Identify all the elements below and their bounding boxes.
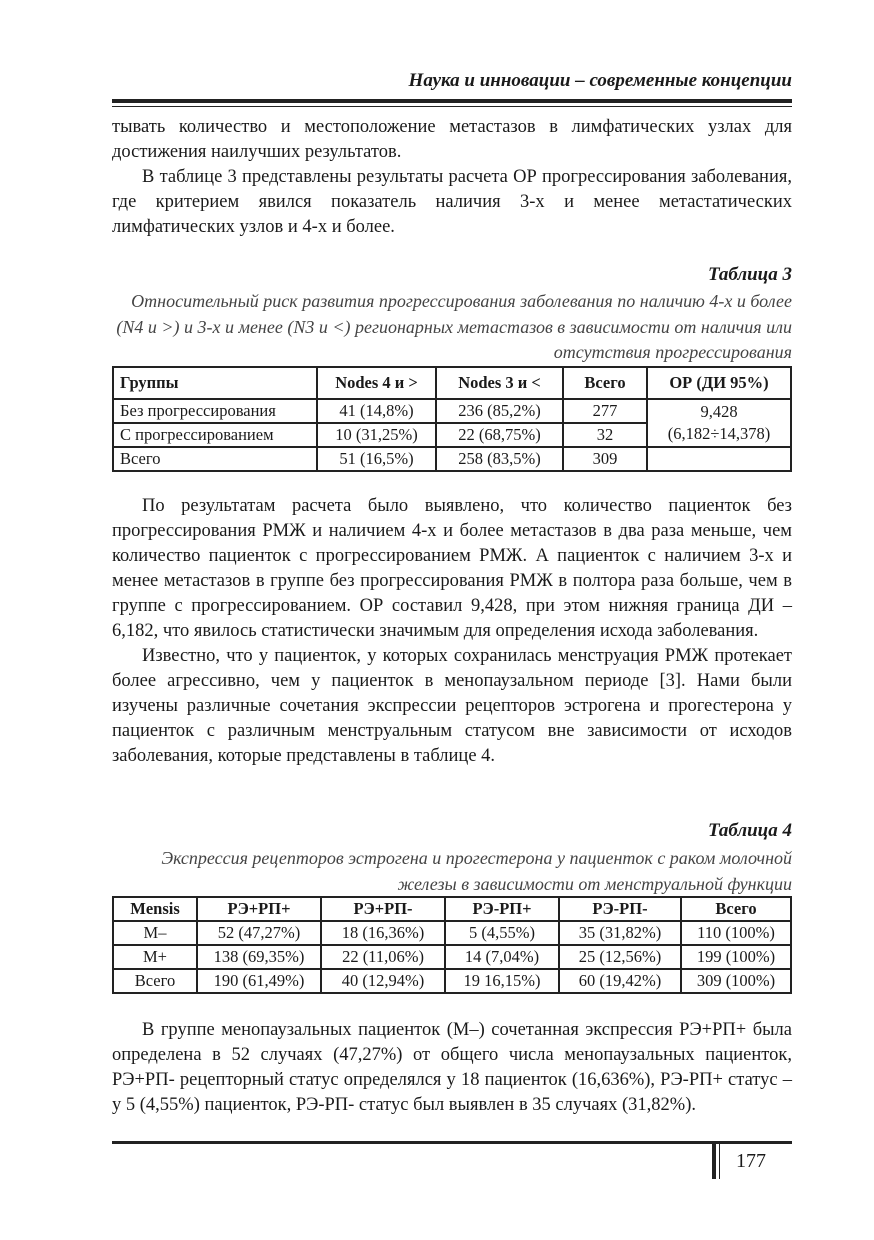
table-cell: 199 (100%) [681, 945, 791, 969]
table-header-row [113, 897, 791, 921]
table-header-cell: Всего [681, 897, 791, 921]
table3 [112, 366, 792, 472]
table-header-cell: Nodes 3 и < [436, 367, 563, 399]
table-header-cell: РЭ+РП- [321, 897, 445, 921]
paragraph: По результатам расчета было выявлено, что количество пациенток без прогрессирования РМЖ и наличием 4-х и более метастазов в два раза меньше, чем количество пациенток с прогрессированием РМЖ. А пациенток с наличием 3-х и менее метастазов в группе без прогрессирования РМЖ в полтора раза больше, чем в группе с прогрессированием. ОР составил 9,428, при этом нижняя граница ДИ – 6,182, что явилось статистически значимым для определения исхода заболевания. [112, 496, 792, 641]
table-header-cell: Группы [113, 367, 317, 399]
table-cell: М– [113, 921, 197, 945]
table-cell: 41 (14,8%) [317, 399, 436, 423]
table-cell: 277 [563, 399, 647, 423]
table-cell: 60 (19,42%) [559, 969, 681, 993]
table4-label: Таблица 4 [707, 820, 792, 841]
table-cell: 35 (31,82%) [559, 921, 681, 945]
table-cell: Без прогрессирования [113, 399, 317, 423]
paragraph: В группе менопаузальных пациенток (М–) сочетанная экспрессия РЭ+РП+ была определена в 52 случаях (47,27%) от общего числа менопаузальных пациенток, РЭ+РП- рецепторный статус определялся у 18 пациенток (16,636%), РЭ-РП+ статус – у 5 (4,55%) пациенток, РЭ-РП- статус был выявлен в 35 случаях (31,82%). [112, 1020, 792, 1115]
table-header-cell: РЭ-РП+ [445, 897, 559, 921]
or-cell [647, 399, 791, 447]
table-cell: 236 (85,2%) [436, 399, 563, 423]
header-rule-thin [112, 106, 792, 107]
paragraph: Известно, что у пациенток, у которых сохранилась менструация РМЖ протекает более агрессивно, чем у пациенток в менопаузальном периоде [3]. Нами были изучены различные сочетания экспрессии рецепторов эстрогена и прогестерона у пациенток с различным менструальным статусом вне зависимости от исходов заболевания, которые представлены в таблице 4. [112, 646, 792, 766]
table-cell: Всего [113, 447, 317, 471]
header-title: Наука и инновации – современные концепции [408, 70, 792, 91]
table-cell: 19 16,15%) [445, 969, 559, 993]
text-block-bottom [112, 1018, 792, 1118]
table-row [113, 447, 791, 471]
text-block-middle [112, 494, 792, 769]
text-block-top [112, 115, 792, 240]
table-header-cell: РЭ+РП+ [197, 897, 321, 921]
table-cell: Всего [113, 969, 197, 993]
table-cell: 5 (4,55%) [445, 921, 559, 945]
footer-rule [112, 1141, 792, 1144]
table-row [113, 945, 791, 969]
table-row [113, 969, 791, 993]
table-header-cell: Nodes 4 и > [317, 367, 436, 399]
table-cell: 190 (61,49%) [197, 969, 321, 993]
table-header-cell: ОР (ДИ 95%) [647, 367, 791, 399]
paragraph: В таблице 3 представлены результаты расчета ОР прогрессирования заболевания, где критерием явился показатель наличия 3-х и менее метастатических лимфатических узлов и 4-х и более. [112, 167, 792, 237]
table-cell: 22 (68,75%) [436, 423, 563, 447]
table-cell: 32 [563, 423, 647, 447]
table-header-cell: Всего [563, 367, 647, 399]
paragraph: тывать количество и местоположение метастазов в лимфатических узлах для достижения наилучших результатов. [112, 117, 792, 162]
table3-caption: Относительный риск развития прогрессирования заболевания по наличию 4-х и более (N4 и >) и 3-х и менее (N3 и <) регионарных метастазов в зависимости от наличия или отсутствия прогрессирования [116, 291, 792, 362]
table-cell: 14 (7,04%) [445, 945, 559, 969]
table-cell: 110 (100%) [681, 921, 791, 945]
table-cell: 258 (83,5%) [436, 447, 563, 471]
or-value: 9,428 [700, 402, 738, 421]
footer-bar-thin [719, 1141, 720, 1179]
table-cell: М+ [113, 945, 197, 969]
table-cell: 10 (31,25%) [317, 423, 436, 447]
table-cell: 309 [563, 447, 647, 471]
footer-bar-thick [712, 1141, 716, 1179]
table-cell: 25 (12,56%) [559, 945, 681, 969]
table4-caption: Экспрессия рецепторов эстрогена и прогестерона у пациенток с раком молочной железы в зависимости от менструальной функции [161, 848, 792, 894]
table-cell: 40 (12,94%) [321, 969, 445, 993]
table-cell: 138 (69,35%) [197, 945, 321, 969]
table-cell: 309 (100%) [681, 969, 791, 993]
table-header-cell: РЭ-РП- [559, 897, 681, 921]
header-rule-thick [112, 99, 792, 103]
table-cell: 18 (16,36%) [321, 921, 445, 945]
table-header-row [113, 367, 791, 399]
table-row [113, 921, 791, 945]
table4 [112, 896, 792, 994]
table-cell-empty [647, 447, 791, 471]
table3-label: Таблица 3 [707, 264, 792, 285]
table-cell: 51 (16,5%) [317, 447, 436, 471]
table-cell: 22 (11,06%) [321, 945, 445, 969]
or-ci: (6,182÷14,378) [667, 424, 771, 443]
page-number: 177 [736, 1150, 766, 1172]
table-cell: 52 (47,27%) [197, 921, 321, 945]
table-row [113, 399, 791, 423]
table-cell: С прогрессированием [113, 423, 317, 447]
table-header-cell: Mensis [113, 897, 197, 921]
